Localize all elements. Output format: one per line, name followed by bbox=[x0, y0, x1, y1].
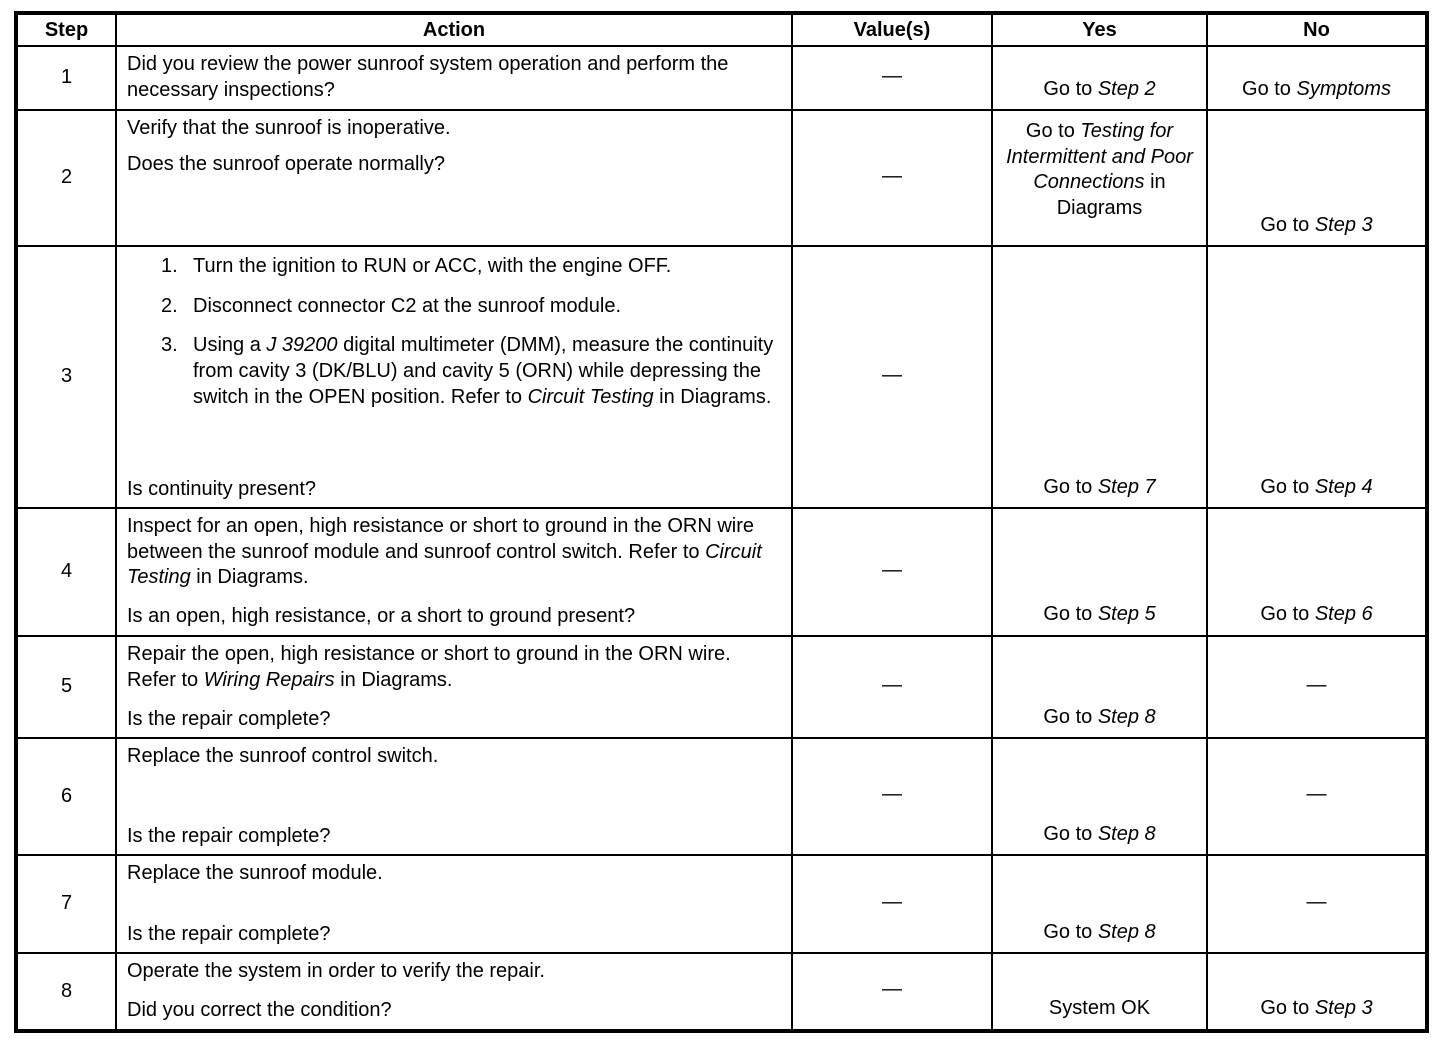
list-item-text: Disconnect connector C2 at the sunroof module. bbox=[193, 294, 622, 317]
list-item-text: Using a J 39200 digital multimeter (DMM), measure the continuity from cavity 3 (DK/BLU) and cavity 5 (ORN) while depressing the switch in the OPEN position. Refer to Circuit Testing in Diagrams. bbox=[193, 334, 774, 408]
step-cell: 1 bbox=[16, 46, 116, 110]
value-cell: — bbox=[792, 246, 992, 508]
value-cell: — bbox=[792, 46, 992, 110]
action-cell bbox=[116, 855, 792, 953]
table-row-step-3 bbox=[16, 246, 1427, 508]
table-row-step-6 bbox=[16, 738, 1427, 855]
action-paragraph: Does the sunroof operate normally? bbox=[127, 152, 445, 175]
action-paragraph: Replace the sunroof module. bbox=[127, 862, 383, 885]
yes-cell: Go to Step 2 bbox=[992, 46, 1207, 110]
col-header-action: Action bbox=[116, 13, 792, 46]
action-question: Is continuity present? bbox=[127, 477, 316, 500]
value-cell: — bbox=[792, 953, 992, 1031]
action-numbered-list bbox=[161, 254, 779, 410]
action-question: Is an open, high resistance, or a short to ground present? bbox=[127, 605, 636, 628]
action-cell bbox=[116, 738, 792, 855]
step-cell: 3 bbox=[16, 246, 116, 508]
col-header-no: No bbox=[1207, 13, 1427, 46]
yes-cell: Go to Step 8 bbox=[992, 636, 1207, 738]
yes-cell: System OK bbox=[992, 953, 1207, 1031]
col-header-yes: Yes bbox=[992, 13, 1207, 46]
table-row-step-5 bbox=[16, 636, 1427, 738]
list-item bbox=[161, 254, 779, 280]
list-item-number: 2. bbox=[161, 294, 178, 317]
step-cell: 5 bbox=[16, 636, 116, 738]
list-item-number: 1. bbox=[161, 255, 178, 278]
action-question: Is the repair complete? bbox=[127, 922, 331, 945]
value-cell: — bbox=[792, 636, 992, 738]
action-paragraph: Repair the open, high resistance or short to ground in the ORN wire. Refer to Wiring Repairs in Diagrams. bbox=[127, 642, 731, 691]
value-cell: — bbox=[792, 508, 992, 636]
no-cell: Go to Step 4 bbox=[1207, 246, 1427, 508]
action-cell bbox=[116, 953, 792, 1031]
step-cell: 2 bbox=[16, 110, 116, 246]
action-paragraph: Replace the sunroof control switch. bbox=[127, 745, 439, 768]
table-row-step-7 bbox=[16, 855, 1427, 953]
value-cell: — bbox=[792, 855, 992, 953]
diagnostic-table bbox=[14, 11, 1429, 1033]
action-paragraph: Inspect for an open, high resistance or short to ground in the ORN wire between the sunroof module and sunroof control switch. Refer to Circuit Testing in Diagrams. bbox=[127, 515, 762, 589]
action-cell bbox=[116, 636, 792, 738]
value-cell: — bbox=[792, 110, 992, 246]
yes-cell: Go to Step 8 bbox=[992, 738, 1207, 855]
step-cell: 7 bbox=[16, 855, 116, 953]
table-row-step-2 bbox=[16, 110, 1427, 246]
step-cell: 8 bbox=[16, 953, 116, 1031]
no-cell: — bbox=[1207, 636, 1427, 738]
action-question: Did you correct the condition? bbox=[127, 999, 392, 1022]
list-item bbox=[161, 294, 779, 320]
action-cell bbox=[116, 508, 792, 636]
action-cell bbox=[116, 246, 792, 508]
col-header-values: Value(s) bbox=[792, 13, 992, 46]
table-header-row bbox=[16, 13, 1427, 46]
list-item-number: 3. bbox=[161, 334, 178, 357]
table-row-step-4 bbox=[16, 508, 1427, 636]
action-paragraph: Verify that the sunroof is inoperative. bbox=[127, 117, 451, 140]
list-item bbox=[161, 333, 779, 410]
action-question: Is the repair complete? bbox=[127, 824, 331, 847]
no-cell: Go to Symptoms bbox=[1207, 46, 1427, 110]
action-cell bbox=[116, 46, 792, 110]
yes-cell: Go to Step 7 bbox=[992, 246, 1207, 508]
yes-cell: Go to Testing for Intermittent and Poor Connections in Diagrams bbox=[992, 110, 1207, 246]
no-cell: Go to Step 6 bbox=[1207, 508, 1427, 636]
no-cell: Go to Step 3 bbox=[1207, 110, 1427, 246]
table-row-step-8 bbox=[16, 953, 1427, 1031]
step-cell: 4 bbox=[16, 508, 116, 636]
yes-cell: Go to Step 5 bbox=[992, 508, 1207, 636]
step-cell: 6 bbox=[16, 738, 116, 855]
value-cell: — bbox=[792, 738, 992, 855]
no-cell: — bbox=[1207, 855, 1427, 953]
action-paragraph: Did you review the power sunroof system operation and perform the necessary inspections? bbox=[127, 53, 729, 101]
action-paragraph: Operate the system in order to verify the repair. bbox=[127, 960, 545, 983]
table-row-step-1 bbox=[16, 46, 1427, 110]
action-question: Is the repair complete? bbox=[127, 707, 331, 730]
list-item-text: Turn the ignition to RUN or ACC, with the engine OFF. bbox=[193, 255, 672, 278]
no-cell: — bbox=[1207, 738, 1427, 855]
yes-cell: Go to Step 8 bbox=[992, 855, 1207, 953]
no-cell: Go to Step 3 bbox=[1207, 953, 1427, 1031]
col-header-step: Step bbox=[16, 13, 116, 46]
action-cell bbox=[116, 110, 792, 246]
